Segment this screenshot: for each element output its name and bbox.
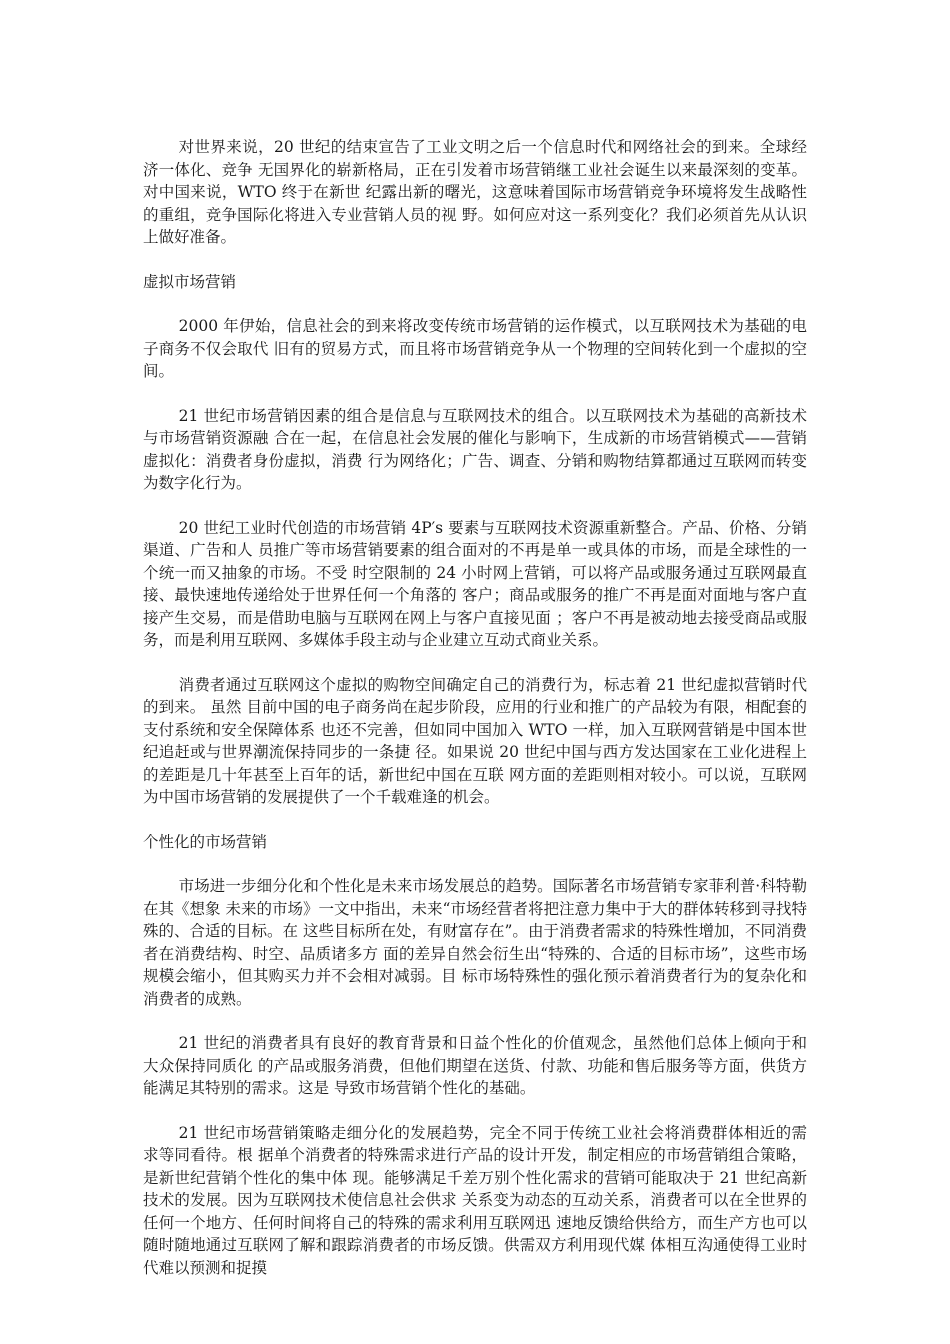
paragraph: 消费者通过互联网这个虚拟的购物空间确定自己的消费行为，标志着 21 世纪虚拟营销时代的到来。 虽然 目前中国的电子商务尚在起步阶段，应用的行业和推广的产品较为有限，相配套的支付系统和安全保障体系 也还不完善，但如同中国加入 WTO 一样，加入互联网营销是中国本世纪追赶或与世界潮流保持同步的一条捷 径。如果说 20 世纪中国与西方发达国家在工业化进程上的差距是几十年甚至上百年的话，新世纪中国在互联 网方面的差距则相对较小。可以说，互联网为中国市场营销的发展提供了一个千载难逢的机会。 <box>143 675 807 806</box>
paragraph: 21 世纪市场营销策略走细分化的发展趋势，完全不同于传统工业社会将消费群体相近的需求等同看待。根 据单个消费者的特殊需求进行产品的设计开发，制定相应的市场营销组合策略，是新世纪营销个性化的集中体 现。能够满足千差万别个性化需求的营销可能取决于 21 世纪高新技术的发展。因为互联网技术使信息社会供求 关系变为动态的互动关系，消费者可以在全世界的任何一个地方、任何时间将自己的特殊的需求利用互联网迅 速地反馈给供给方，而生产方也可以随时随地通过互联网了解和跟踪消费者的市场反馈。供需双方利用现代媒 体相互沟通使得工业时代难以预测和捉摸 <box>143 1123 807 1277</box>
document-body <box>143 136 807 1301</box>
paragraph-intro: 对世界来说，20 世纪的结束宣告了工业文明之后一个信息时代和网络社会的到来。全球经济一体化、竞争 无国界化的崭新格局，正在引发着市场营销继工业社会诞生以来最深刻的变革。对中国来说，WTO 终于在新世 纪露出新的曙光，这意味着国际市场营销竞争环境将发生战略性的重组，竞争国际化将进入专业营销人员的视 野。如何应对这一系列变化？我们必须首先从认识上做好准备。 <box>143 138 807 246</box>
paragraph: 21 世纪市场营销因素的组合是信息与互联网技术的组合。以互联网技术为基础的高新技术与市场营销资源融 合在一起，在信息社会发展的催化与影响下，生成新的市场营销模式——营销虚拟化：消费者身份虚拟，消费 行为网络化；广告、调查、分销和购物结算都通过互联网而转变为数字化行为。 <box>143 406 807 492</box>
section-heading-virtual-marketing: 虚拟市场营销 <box>143 272 237 291</box>
paragraph: 20 世纪工业时代创造的市场营销 4P′s 要素与互联网技术资源重新整合。产品、价格、分销渠道、广告和人 员推广等市场营销要素的组合面对的不再是单一或具体的市场，而是全球性的一个统一而又抽象的市场。不受 时空限制的 24 小时网上营销，可以将产品或服务通过互联网最直接、最快速地传递给处于世界任何一个角落的 客户；商品或服务的推广不再是面对面地与客户直接产生交易，而是借助电脑与互联网在网上与客户直接见面 ；客户不再是被动地去接受商品或服务，而是利用互联网、多媒体手段主动与企业建立互动式商业关系。 <box>143 518 807 649</box>
section-heading-personalized-marketing: 个性化的市场营销 <box>143 832 268 851</box>
paragraph: 2000 年伊始，信息社会的到来将改变传统市场营销的运作模式，以互联网技术为基础的电子商务不仅会取代 旧有的贸易方式，而且将市场营销竞争从一个物理的空间转化到一个虚拟的空间。 <box>143 317 807 380</box>
paragraph: 市场进一步细分化和个性化是未来市场发展总的趋势。国际著名市场营销专家菲利普·科特勒在其《想象 未来的市场》一文中指出，未来“市场经营者将把注意力集中于大的群体转移到寻找特殊的、合适的目标。在 这些目标所在处，有财富存在”。由于消费者需求的特殊性增加，不同消费者在消费结构、时空、品质诸多方 面的差异自然会衍生出“特殊的、合适的目标市场”，这些市场规模会缩小，但其购买力并不会相对减弱。目 标市场特殊性的强化预示着消费者行为的复杂化和消费者的成熟。 <box>143 877 807 1008</box>
paragraph: 21 世纪的消费者具有良好的教育背景和日益个性化的价值观念，虽然他们总体上倾向于和大众保持同质化 的产品或服务消费，但他们期望在送货、付款、功能和售后服务等方面，供货方能满足其特别的需求。这是 导致市场营销个性化的基础。 <box>143 1034 807 1097</box>
